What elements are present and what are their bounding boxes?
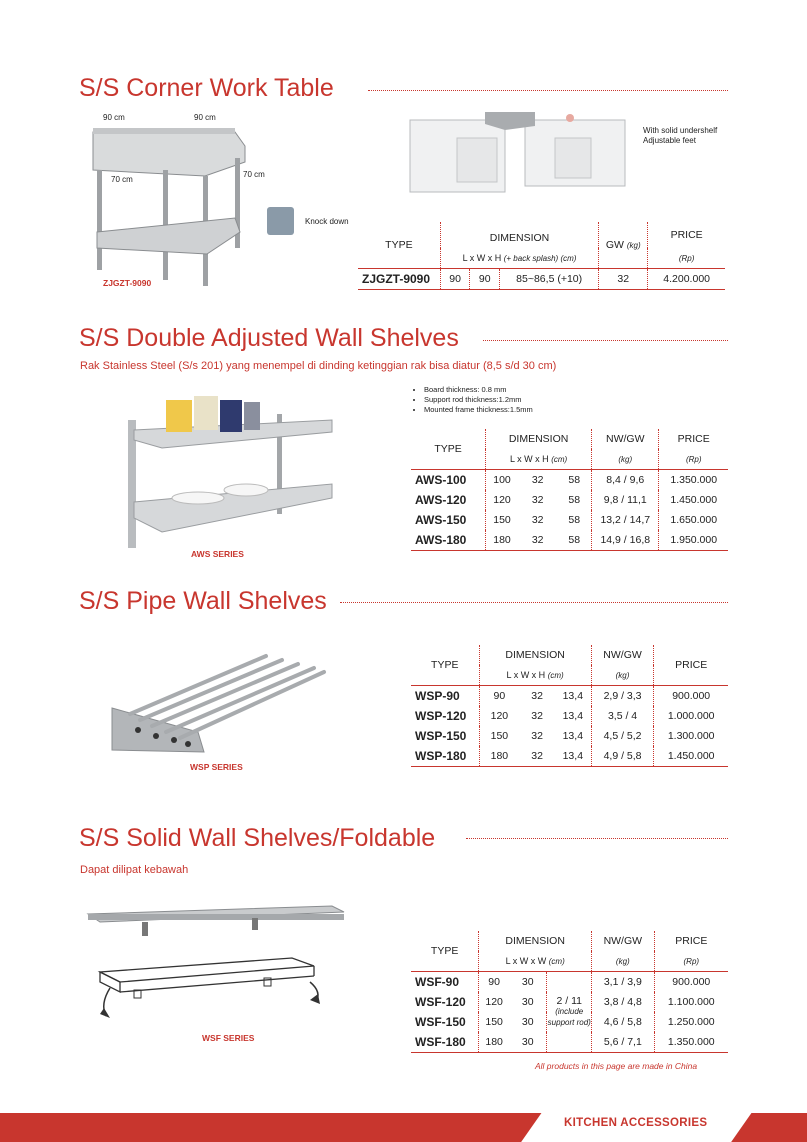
pipe-shelves-image	[108, 652, 330, 756]
table-row: WSP-90 90 32 13,4 2,9 / 3,3 900.000	[411, 686, 728, 707]
series-label-wsp: WSP SERIES	[190, 762, 243, 772]
header-dimension-sub: L x W x H (cm)	[486, 449, 592, 470]
spec-bullet-list	[411, 385, 533, 415]
corner-table-image	[85, 120, 260, 290]
bullet-item: • Support rod thickness:1.2mm	[424, 395, 533, 405]
dim-label-width-1: 90 cm	[103, 113, 125, 122]
header-price-unit: (Rp)	[654, 951, 728, 972]
series-label-wsf: WSF SERIES	[202, 1033, 255, 1043]
header-dimension: DIMENSION	[440, 222, 598, 248]
header-dimension-sub: L x W x H (cm)	[479, 665, 591, 686]
table-row: AWS-120 120 32 58 9,8 / 11,1 1.450.000	[411, 490, 728, 510]
section-description: Rak Stainless Steel (S/s 201) yang menempel di dinding ketinggian rak bisa diatur (8,5 s/d 30 cm)	[80, 360, 557, 372]
header-dimension: DIMENSION	[479, 931, 592, 951]
header-weight: NW/GW	[592, 429, 659, 449]
spec-table-aws	[411, 429, 728, 551]
header-price-unit: (Rp)	[648, 248, 725, 269]
dim-label-depth-1: 70 cm	[111, 175, 133, 184]
header-type: TYPE	[431, 659, 459, 671]
knock-down-label: Knock down	[305, 217, 349, 226]
table-row: AWS-100 100 32 58 8,4 / 9,6 1.350.000	[411, 470, 728, 491]
header-weight-unit: (kg)	[591, 665, 654, 686]
merged-height-cell: 2 / 11 (include support rod)	[547, 972, 592, 1053]
dim-label-depth-2: 70 cm	[243, 170, 265, 179]
table-row: WSF-90 90 30 2 / 11 (include support rod) 3,1 / 3,9 900.000	[411, 972, 728, 993]
table-row: ZJGZT-9090 90 90 85~86,5 (+10) 32 4.200.000	[358, 269, 725, 290]
section-title-double-shelves: S/S Double Adjusted Wall Shelves	[79, 324, 459, 352]
header-weight-unit: (kg)	[592, 449, 659, 470]
header-price-unit: (Rp)	[659, 449, 728, 470]
header-dimension-sub: L x W x W (cm)	[479, 951, 592, 972]
header-type: TYPE	[430, 945, 459, 957]
header-dimension-sub: L x W x H (+ back splash) (cm)	[440, 248, 598, 269]
table-row: WSF-120 120 30 3,8 / 4,8 1.100.000	[411, 992, 728, 1012]
made-in-note: All products in this page are made in China	[535, 1061, 698, 1071]
header-price: PRICE	[654, 645, 728, 686]
double-shelves-image	[122, 392, 337, 550]
title-divider	[368, 90, 728, 91]
header-price: PRICE	[659, 429, 728, 449]
bullet-item: • Mounted frame thickness:1.5mm	[424, 405, 533, 415]
section-title-solid-shelves: S/S Solid Wall Shelves/Foldable	[79, 824, 436, 852]
header-weight-unit: (kg)	[592, 951, 654, 972]
table-row: WSF-150 150 30 4,6 / 5,8 1.250.000	[411, 1012, 728, 1032]
spec-table-corner	[358, 222, 725, 290]
section-description: Dapat dilipat kebawah	[80, 864, 189, 876]
title-divider	[466, 838, 728, 839]
table-row: WSP-120 120 32 13,4 3,5 / 4 1.000.000	[411, 706, 728, 726]
title-divider	[483, 340, 728, 341]
header-dimension: DIMENSION	[479, 645, 591, 665]
header-price: PRICE	[654, 931, 728, 951]
product-code-corner: ZJGZT-9090	[103, 278, 152, 288]
series-label-aws: AWS SERIES	[191, 549, 244, 559]
feature-note-2: Adjustable feet	[643, 136, 696, 145]
header-weight: NW/GW	[592, 931, 654, 951]
dim-label-width-2: 90 cm	[194, 113, 216, 122]
header-dimension: DIMENSION	[486, 429, 592, 449]
header-price: PRICE	[648, 222, 725, 248]
table-row: AWS-180 180 32 58 14,9 / 16,8 1.950.000	[411, 530, 728, 551]
table-row: WSP-180 180 32 13,4 4,9 / 5,8 1.450.000	[411, 746, 728, 767]
solid-shelf-image	[82, 900, 346, 1028]
footer-label: KITCHEN ACCESSORIES	[564, 1117, 708, 1129]
table-row: AWS-150 150 32 58 13,2 / 14,7 1.650.000	[411, 510, 728, 530]
section-title-pipe-shelves: S/S Pipe Wall Shelves	[79, 587, 327, 615]
spec-table-wsf	[411, 931, 728, 1053]
knock-down-icon	[267, 207, 294, 235]
title-divider	[340, 602, 728, 603]
table-row: WSF-180 180 30 5,6 / 7,1 1.350.000	[411, 1032, 728, 1053]
bullet-item: • Board thickness: 0.8 mm	[424, 385, 533, 395]
header-gw: GW (kg)	[599, 222, 648, 269]
feature-note-1: With solid undershelf	[643, 126, 718, 135]
table-row: WSP-150 150 32 13,4 4,5 / 5,2 1.300.000	[411, 726, 728, 746]
header-type: TYPE	[434, 443, 462, 455]
corner-table-cabinet-image	[405, 108, 635, 200]
header-weight: NW/GW	[591, 645, 654, 665]
spec-table-wsp	[411, 645, 728, 767]
section-title-corner-table: S/S Corner Work Table	[79, 74, 334, 102]
header-type: TYPE	[385, 239, 413, 251]
